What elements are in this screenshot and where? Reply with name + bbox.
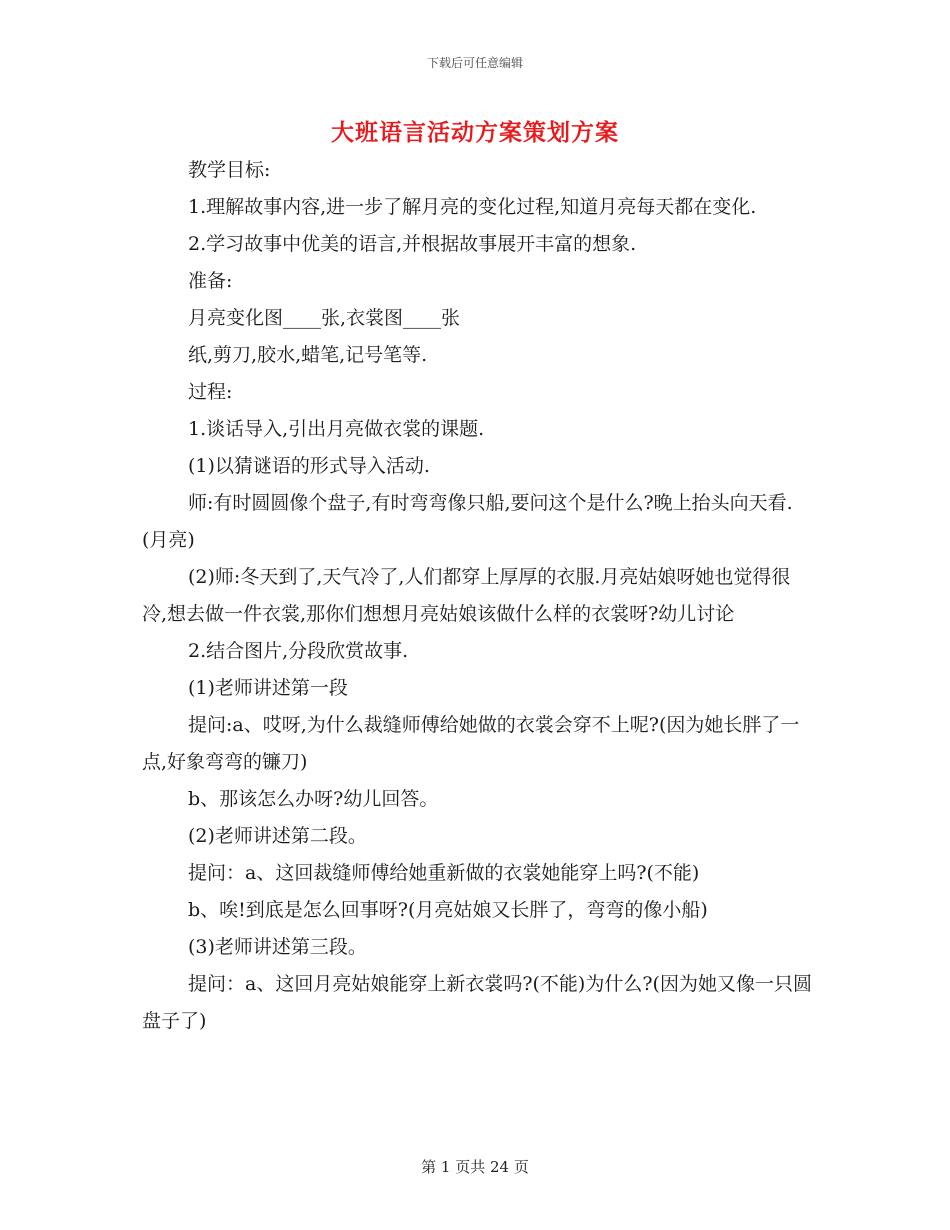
paragraph: 过程: — [188, 381, 233, 403]
paragraph: (1)老师讲述第一段 — [188, 677, 348, 699]
paragraph: 教学目标: — [188, 159, 271, 181]
document-body — [142, 152, 814, 1040]
header-note: 下载后可任意编辑 — [426, 56, 523, 70]
paragraph: 月亮变化图____张,衣裳图____张 — [188, 307, 461, 329]
paragraph: (3)老师讲述第三段。 — [188, 936, 367, 958]
paragraph: (2)老师讲述第二段。 — [188, 825, 367, 847]
paragraph: 1.理解故事内容,进一步了解月亮的变化过程,知道月亮每天都在变化. — [188, 196, 757, 218]
paragraph: (1)以猜谜语的形式导入活动. — [188, 455, 430, 477]
paragraph: 提问:a、哎呀,为什么裁缝师傅给她做的衣裳会穿不上呢?(因为她长胖了一点,好象弯弯的镰刀) — [142, 714, 800, 773]
paragraph: (2)师:冬天到了,天气冷了,人们都穿上厚厚的衣服.月亮姑娘呀她也觉得很冷,想去做一件衣裳,那你们想想月亮姑娘该做什么样的衣裳呀?幼儿讨论 — [142, 566, 791, 625]
paragraph: 纸,剪刀,胶水,蜡笔,记号笔等. — [188, 344, 428, 366]
paragraph: 师:有时圆圆像个盘子,有时弯弯像只船,要问这个是什么?晚上抬头向天看.(月亮) — [142, 492, 793, 551]
paragraph: 1.谈话导入,引出月亮做衣裳的课题. — [188, 418, 485, 440]
paragraph: 提问：a、这回裁缝师傅给她重新做的衣裳她能穿上吗?(不能) — [188, 862, 700, 884]
paragraph: b、那该怎么办呀?幼儿回答。 — [188, 788, 439, 810]
paragraph: 准备: — [188, 270, 233, 292]
page-number-footer: 第 1 页共 24 页 — [421, 1158, 529, 1176]
paragraph: 2.结合图片,分段欣赏故事. — [188, 640, 409, 662]
paragraph: 2.学习故事中优美的语言,并根据故事展开丰富的想象. — [188, 233, 637, 255]
paragraph: b、唉!到底是怎么回事呀?(月亮姑娘又长胖了，弯弯的像小船) — [188, 899, 708, 921]
paragraph: 提问：a、这回月亮姑娘能穿上新衣裳吗?(不能)为什么?(因为她又像一只圆盘子了) — [142, 973, 812, 1032]
document-title: 大班语言活动方案策划方案 — [331, 119, 619, 146]
